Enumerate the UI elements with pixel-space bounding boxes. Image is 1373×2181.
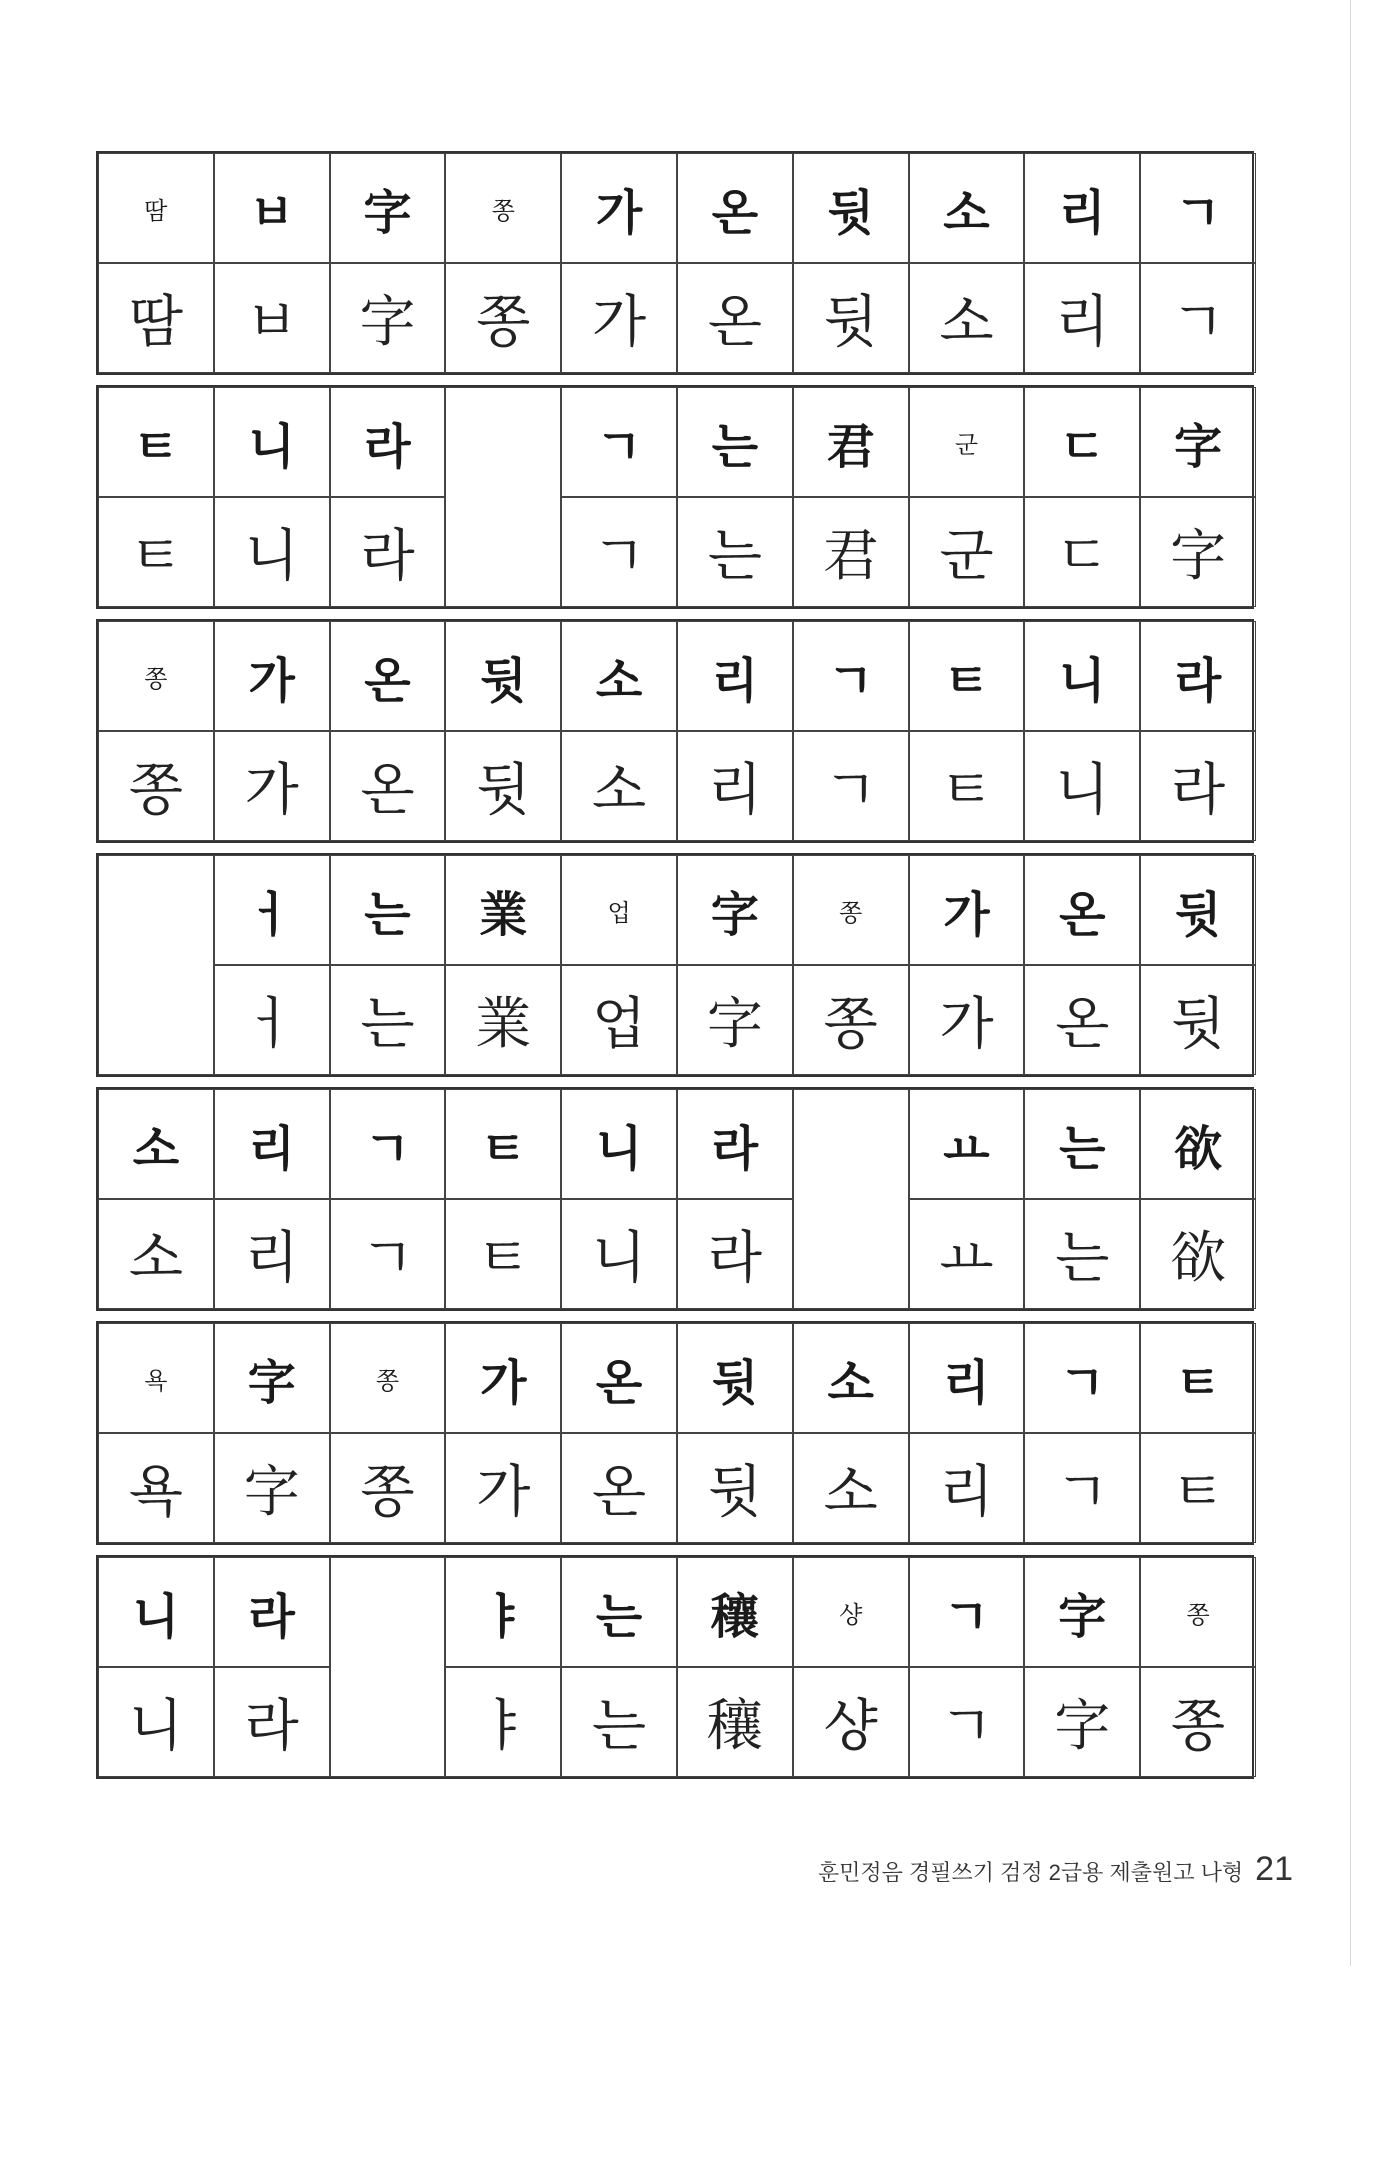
model-character-cell <box>793 1557 909 1667</box>
character-text: 는 <box>595 1588 643 1645</box>
model-character-cell <box>1140 153 1256 263</box>
handwritten-character-cell <box>445 1199 561 1309</box>
character-text: 온 <box>707 290 762 355</box>
character-text: 땀 <box>128 290 183 355</box>
page-edge-line <box>1350 0 1351 1966</box>
handwritten-character-cell <box>98 731 214 841</box>
handwritten-character-cell <box>561 731 677 841</box>
character-text: ㄷ <box>1059 418 1106 475</box>
character-text: 온 <box>711 184 759 241</box>
model-character-cell <box>793 387 909 497</box>
model-character-cell <box>1024 1089 1140 1199</box>
character-text: 뒷 <box>707 1460 762 1525</box>
handwritten-character-cell <box>330 263 446 373</box>
character-text: 君 <box>826 418 875 475</box>
character-text: ㅑ <box>476 1694 531 1759</box>
character-text: 쫑 <box>375 1366 400 1395</box>
character-text: 온 <box>1059 886 1106 943</box>
practice-block <box>96 619 1254 843</box>
model-character-cell <box>1140 387 1256 497</box>
model-character-cell <box>445 1323 561 1433</box>
character-text: ㅌ <box>128 524 183 589</box>
character-text: 군 <box>954 430 979 459</box>
model-character-cell <box>1024 1323 1140 1433</box>
handwritten-character-cell <box>793 965 909 1075</box>
character-text: 온 <box>360 758 415 823</box>
character-text: 라 <box>711 1120 759 1177</box>
model-character-cell <box>330 1323 446 1433</box>
character-text: 니 <box>595 1120 643 1177</box>
character-text: ㄱ <box>943 1588 990 1645</box>
handwritten-character-cell <box>909 263 1025 373</box>
model-character-cell <box>909 621 1025 731</box>
handwritten-character-cell <box>677 497 793 607</box>
handwritten-character-cell <box>1140 263 1256 373</box>
character-text: 라 <box>360 524 415 589</box>
model-character-cell <box>98 621 214 731</box>
character-text: 리 <box>244 1226 299 1291</box>
handwritten-character-cell <box>214 1667 330 1777</box>
character-text: 소 <box>823 1460 878 1525</box>
character-text: 뒷 <box>1171 992 1226 1057</box>
character-text: 라 <box>1171 758 1226 823</box>
character-text: 뒷 <box>480 652 527 709</box>
model-character-cell <box>561 153 677 263</box>
model-character-cell <box>561 1089 677 1199</box>
model-character-cell <box>330 1557 446 1777</box>
character-text: 욕 <box>144 1366 168 1395</box>
model-character-cell <box>793 153 909 263</box>
handwritten-character-cell <box>330 1433 446 1543</box>
model-character-cell <box>677 855 793 965</box>
character-text: 는 <box>707 524 762 589</box>
character-text: 업 <box>607 898 631 927</box>
character-text: ㅌ <box>1171 1460 1226 1525</box>
handwritten-character-cell <box>330 731 446 841</box>
character-text: 쫑 <box>839 898 863 927</box>
character-text: 君 <box>822 524 879 589</box>
handwritten-character-cell <box>677 263 793 373</box>
character-text: 業 <box>475 992 532 1057</box>
model-character-cell <box>909 387 1025 497</box>
character-text: 는 <box>1055 1226 1110 1291</box>
model-character-cell <box>1140 1557 1256 1667</box>
character-text: 는 <box>364 886 411 943</box>
character-text: ㄱ <box>1174 184 1222 241</box>
character-text: 쫑 <box>1186 1600 1210 1629</box>
character-text: 가 <box>939 992 994 1057</box>
character-text: ㅛ <box>943 1120 990 1177</box>
page-number: 21 <box>1255 1850 1293 1888</box>
character-text: ㄱ <box>1171 290 1226 355</box>
character-text: 는 <box>360 992 415 1057</box>
model-character-cell <box>330 153 446 263</box>
character-text: 니 <box>248 418 295 475</box>
model-character-cell <box>677 387 793 497</box>
character-text: 라 <box>244 1694 299 1759</box>
model-character-cell <box>214 1089 330 1199</box>
character-text: 欲 <box>1170 1226 1227 1291</box>
model-character-cell <box>445 1557 561 1667</box>
model-character-cell <box>677 1557 793 1667</box>
model-character-cell <box>98 1323 214 1433</box>
model-character-cell <box>561 855 677 965</box>
handwritten-character-cell <box>98 263 214 373</box>
model-character-cell <box>214 1323 330 1433</box>
character-text: ㅌ <box>476 1226 531 1291</box>
handwritten-character-cell <box>561 263 677 373</box>
handwritten-character-cell <box>561 1433 677 1543</box>
character-text: 穰 <box>710 1588 759 1645</box>
handwritten-character-cell <box>677 965 793 1075</box>
character-text: ㅛ <box>939 1226 994 1291</box>
handwritten-character-cell <box>1024 263 1140 373</box>
handwritten-character-cell <box>214 1433 330 1543</box>
handwritten-character-cell <box>793 1667 909 1777</box>
character-text: 리 <box>943 1354 990 1411</box>
character-text: ㄱ <box>360 1226 415 1291</box>
practice-block <box>96 1555 1254 1779</box>
character-text: 니 <box>592 1226 647 1291</box>
character-text: ㅂ <box>244 290 299 355</box>
handwritten-character-cell <box>445 1433 561 1543</box>
character-text: ㅓ <box>244 992 299 1057</box>
character-text: 군 <box>939 524 994 589</box>
model-character-cell <box>214 1557 330 1667</box>
character-text: 쫑 <box>144 664 168 693</box>
handwritten-character-cell <box>909 497 1025 607</box>
model-character-cell <box>561 621 677 731</box>
character-text: 穰 <box>706 1694 763 1759</box>
character-text: ㅌ <box>1174 1354 1222 1411</box>
model-character-cell <box>98 387 214 497</box>
handwritten-character-cell <box>1024 497 1140 607</box>
character-text: 리 <box>707 758 762 823</box>
handwritten-character-cell <box>561 1199 677 1309</box>
model-character-cell <box>98 1089 214 1199</box>
practice-block <box>96 1087 1254 1311</box>
character-text: 뒷 <box>1174 886 1222 943</box>
handwritten-character-cell <box>214 263 330 373</box>
character-text: 쫑 <box>128 758 183 823</box>
character-text: 가 <box>595 184 643 241</box>
footer-title: 훈민정음 경필쓰기 검정 2급용 제출원고 나형 <box>817 1860 1244 1885</box>
character-text: 字 <box>1170 524 1227 589</box>
model-character-cell <box>793 621 909 731</box>
handwritten-character-cell <box>1140 1433 1256 1543</box>
character-text: 쫑 <box>823 992 878 1057</box>
model-character-cell <box>214 387 330 497</box>
handwritten-character-cell <box>1140 965 1256 1075</box>
character-text: 땀 <box>144 196 168 225</box>
model-character-cell <box>909 153 1025 263</box>
character-text: 업 <box>592 992 647 1057</box>
character-text: 온 <box>595 1354 643 1411</box>
practice-block <box>96 853 1254 1077</box>
character-text: ㄱ <box>595 418 643 475</box>
character-text: 字 <box>1054 1694 1111 1759</box>
character-text: ㄱ <box>827 652 874 709</box>
handwritten-character-cell <box>98 1667 214 1777</box>
handwritten-character-cell <box>677 731 793 841</box>
handwritten-character-cell <box>214 1199 330 1309</box>
character-text: 온 <box>1055 992 1110 1057</box>
model-character-cell <box>445 855 561 965</box>
model-character-cell <box>445 153 561 263</box>
character-text: 리 <box>711 652 759 709</box>
handwritten-character-cell <box>330 1199 446 1309</box>
handwritten-character-cell <box>214 497 330 607</box>
model-character-cell <box>1140 1323 1256 1433</box>
model-character-cell <box>1024 153 1140 263</box>
handwritten-character-cell <box>1024 1199 1140 1309</box>
character-text: ㅌ <box>132 418 180 475</box>
model-character-cell <box>98 1557 214 1667</box>
handwritten-character-cell <box>1024 731 1140 841</box>
handwritten-character-cell <box>1140 1667 1256 1777</box>
character-text: 가 <box>476 1460 531 1525</box>
handwritten-character-cell <box>677 1199 793 1309</box>
model-character-cell <box>793 1089 909 1309</box>
character-text: 가 <box>248 652 295 709</box>
character-text: ㄱ <box>1059 1354 1106 1411</box>
character-text: 쫑 <box>491 196 515 225</box>
character-text: 온 <box>592 1460 647 1525</box>
character-text: 字 <box>710 886 759 943</box>
model-character-cell <box>909 1323 1025 1433</box>
handwritten-character-cell <box>793 1433 909 1543</box>
character-text: 온 <box>364 652 411 709</box>
handwritten-character-cell <box>561 497 677 607</box>
model-character-cell <box>98 153 214 263</box>
model-character-cell <box>330 855 446 965</box>
handwritten-character-cell <box>909 731 1025 841</box>
character-text: ㄱ <box>939 1694 994 1759</box>
character-text: 니 <box>244 524 299 589</box>
character-text: 가 <box>244 758 299 823</box>
model-character-cell <box>445 1089 561 1199</box>
character-text: 는 <box>592 1694 647 1759</box>
character-text: 쫑 <box>360 1460 415 1525</box>
handwritten-character-cell <box>214 731 330 841</box>
character-text: 라 <box>707 1226 762 1291</box>
model-character-cell <box>793 1323 909 1433</box>
handwritten-character-cell <box>330 965 446 1075</box>
character-text: 니 <box>128 1694 183 1759</box>
character-text: 리 <box>939 1460 994 1525</box>
handwritten-character-cell <box>793 497 909 607</box>
model-character-cell <box>1140 621 1256 731</box>
character-text: 字 <box>706 992 763 1057</box>
handwritten-character-cell <box>561 965 677 1075</box>
character-text: 뒷 <box>476 758 531 823</box>
handwritten-character-cell <box>445 731 561 841</box>
handwritten-character-cell <box>330 497 446 607</box>
character-text: 리 <box>1055 290 1110 355</box>
model-character-cell <box>330 1089 446 1199</box>
practice-block <box>96 1321 1254 1545</box>
character-text: 는 <box>1059 1120 1106 1177</box>
model-character-cell <box>677 621 793 731</box>
character-text: 소 <box>827 1354 874 1411</box>
character-text: 리 <box>248 1120 295 1177</box>
character-text: 字 <box>1058 1588 1107 1645</box>
character-text: 가 <box>592 290 647 355</box>
character-text: 뒷 <box>823 290 878 355</box>
model-character-cell <box>909 1089 1025 1199</box>
character-text: 소 <box>128 1226 183 1291</box>
handwritten-character-cell <box>1024 1667 1140 1777</box>
model-character-cell <box>561 387 677 497</box>
character-text: 字 <box>359 290 416 355</box>
character-text: 字 <box>363 184 412 241</box>
character-text: 라 <box>364 418 411 475</box>
handwritten-character-cell <box>1024 1433 1140 1543</box>
handwritten-character-cell <box>909 965 1025 1075</box>
handwritten-character-cell <box>1140 497 1256 607</box>
character-text: ㅌ <box>943 652 990 709</box>
character-text: 소 <box>592 758 647 823</box>
handwritten-character-cell <box>561 1667 677 1777</box>
model-character-cell <box>909 1557 1025 1667</box>
model-character-cell <box>330 621 446 731</box>
character-text: ㅓ <box>248 886 295 943</box>
character-text: ㅂ <box>248 184 295 241</box>
practice-block <box>96 151 1254 375</box>
handwritten-character-cell <box>214 965 330 1075</box>
model-character-cell <box>1024 621 1140 731</box>
handwritten-character-cell <box>98 497 214 607</box>
character-text: 소 <box>132 1120 180 1177</box>
handwritten-character-cell <box>793 263 909 373</box>
character-text: 소 <box>595 652 643 709</box>
model-character-cell <box>330 387 446 497</box>
character-text: 샹 <box>839 1600 863 1629</box>
model-character-cell <box>445 621 561 731</box>
handwritten-character-cell <box>98 1433 214 1543</box>
model-character-cell <box>1140 1089 1256 1199</box>
character-text: 가 <box>480 1354 527 1411</box>
handwritten-character-cell <box>909 1667 1025 1777</box>
model-character-cell <box>677 153 793 263</box>
handwritten-character-cell <box>445 965 561 1075</box>
model-character-cell <box>214 855 330 965</box>
model-character-cell <box>561 1557 677 1667</box>
model-character-cell <box>561 1323 677 1433</box>
model-character-cell <box>1024 1557 1140 1667</box>
character-text: 리 <box>1059 184 1106 241</box>
character-text: 字 <box>1174 418 1223 475</box>
model-character-cell <box>1140 855 1256 965</box>
character-text: 欲 <box>1174 1120 1223 1177</box>
character-text: 字 <box>243 1460 300 1525</box>
character-text: 욕 <box>128 1460 183 1525</box>
character-text: ㅌ <box>480 1120 527 1177</box>
character-text: 뒷 <box>711 1354 759 1411</box>
character-text: 라 <box>248 1588 295 1645</box>
character-text: ㅌ <box>939 758 994 823</box>
character-text: 는 <box>711 418 759 475</box>
model-character-cell <box>677 1089 793 1199</box>
character-text: ㄱ <box>823 758 878 823</box>
page-footer <box>818 1850 1293 1889</box>
handwritten-character-cell <box>793 731 909 841</box>
model-character-cell <box>214 153 330 263</box>
handwritten-character-cell <box>1140 731 1256 841</box>
character-text: 니 <box>132 1588 180 1645</box>
model-character-cell <box>214 621 330 731</box>
handwritten-character-cell <box>677 1433 793 1543</box>
character-text: ㅑ <box>480 1588 527 1645</box>
character-text: ㄱ <box>592 524 647 589</box>
character-text: ㄷ <box>1055 524 1110 589</box>
handwritten-character-cell <box>445 1667 561 1777</box>
handwritten-character-cell <box>98 1199 214 1309</box>
handwritten-character-cell <box>1140 1199 1256 1309</box>
character-text: 業 <box>479 886 528 943</box>
model-character-cell <box>98 855 214 1075</box>
handwritten-character-cell <box>677 1667 793 1777</box>
model-character-cell <box>1024 387 1140 497</box>
character-text: 니 <box>1059 652 1106 709</box>
character-text: 字 <box>247 1354 296 1411</box>
handwritten-character-cell <box>445 263 561 373</box>
character-text: ㄱ <box>1055 1460 1110 1525</box>
model-character-cell <box>677 1323 793 1433</box>
character-text: 라 <box>1174 652 1222 709</box>
handwritten-character-cell <box>1024 965 1140 1075</box>
character-text: 소 <box>939 290 994 355</box>
character-text: 소 <box>943 184 990 241</box>
character-text: 니 <box>1055 758 1110 823</box>
model-character-cell <box>1024 855 1140 965</box>
character-text: 샹 <box>823 1694 878 1759</box>
character-text: 가 <box>943 886 990 943</box>
character-text: ㄱ <box>364 1120 411 1177</box>
character-text: 쫑 <box>476 290 531 355</box>
model-character-cell <box>909 855 1025 965</box>
character-text: 쫑 <box>1171 1694 1226 1759</box>
handwritten-character-cell <box>909 1433 1025 1543</box>
model-character-cell <box>793 855 909 965</box>
model-character-cell <box>445 387 561 607</box>
handwritten-character-cell <box>909 1199 1025 1309</box>
practice-block <box>96 385 1254 609</box>
character-text: 뒷 <box>827 184 874 241</box>
